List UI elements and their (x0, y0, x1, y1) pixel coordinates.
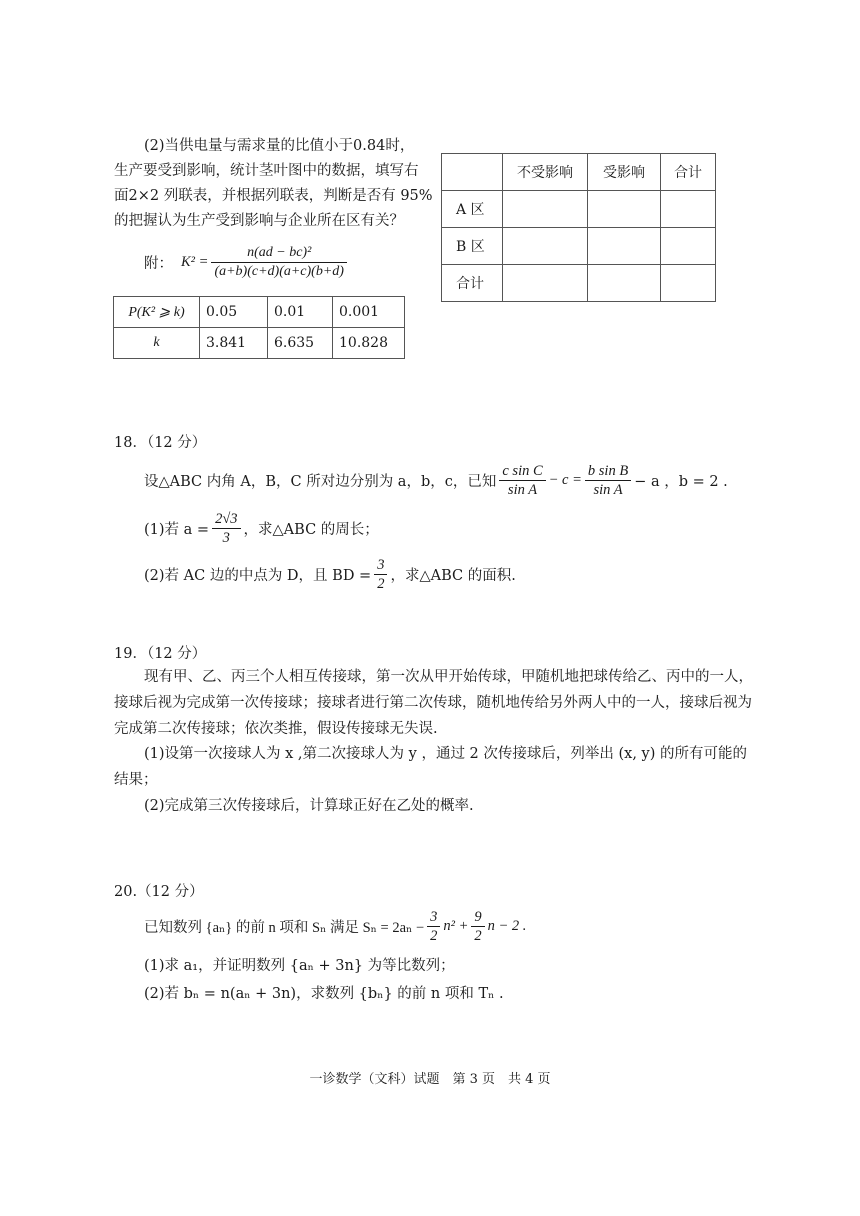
q18-p1-num: 2√3 (212, 510, 240, 529)
formula-numerator: n(ad − bc)² (211, 244, 347, 263)
q20-frac1-den: 2 (430, 927, 438, 944)
part2-line-3: 面2×2 列联表，并根据列联表，判断是否有 95% (114, 188, 433, 204)
q19-part2: (2)完成第三次传接球后，计算球正好在乙处的概率. (144, 798, 474, 814)
q18-part1 (144, 506, 379, 550)
q20-frac1-num: 3 (427, 908, 440, 927)
q20-frac2-num: 9 (471, 908, 484, 927)
q20-intro-text: 已知数列 {aₙ} 的前 n 项和 Sₙ 满足 Sₙ = 2aₙ − (144, 919, 425, 936)
critical-header-cell: 0.05 (200, 297, 268, 328)
contingency-header-affected: 受影响 (588, 154, 661, 191)
contingency-cell (588, 228, 661, 265)
contingency-cell (661, 265, 716, 302)
q18-frac1-num: c sin C (499, 462, 545, 481)
contingency-cell (503, 191, 588, 228)
q19-title: 19．（12 分） (114, 646, 207, 662)
q18-p2-num: 3 (374, 556, 387, 575)
critical-header-cell: 0.01 (268, 297, 333, 328)
q20-part1: (1)求 a₁，并证明数列 {aₙ + 3n} 为等比数列； (144, 958, 455, 974)
appendix-label: 附： (144, 255, 173, 272)
q18-p1-post: ，求△ABC 的周长； (243, 521, 379, 538)
contingency-cell (588, 265, 661, 302)
q18-intro-tail: − a ，b = 2 . (634, 473, 728, 490)
q18-intro (144, 458, 728, 502)
contingency-row-total: 合计 (442, 265, 503, 302)
contingency-cell (503, 265, 588, 302)
contingency-table (441, 153, 716, 302)
q18-intro-text: 设△ABC 内角 A，B，C 所对边分别为 a，b，c，已知 (144, 473, 497, 490)
contingency-cell (661, 228, 716, 265)
q18-frac1-den: sin A (507, 481, 538, 498)
q20-title: 20.（12 分） (114, 884, 204, 900)
q18-frac2-num: b sin B (585, 462, 631, 481)
q18-title: 18．（12 分） (114, 435, 207, 451)
critical-row-k: k (114, 328, 200, 359)
formula-denominator: (a+b)(c+d)(a+c)(b+d) (214, 263, 344, 279)
page-footer: 一诊数学（文科）试题 第 3 页 共 4 页 (309, 1072, 551, 1087)
q18-part2 (144, 552, 516, 596)
part2-line-1: (2)当供电量与需求量的比值小于0.84时， (144, 138, 415, 154)
contingency-header-total: 合计 (661, 154, 716, 191)
q20-part2: (2)若 bₙ = n(aₙ + 3n)，求数列 {bₙ} 的前 n 项和 Tₙ . (144, 986, 504, 1002)
q18-p2-pre: (2)若 AC 边的中点为 D，且 BD = (144, 567, 372, 584)
q18-intro-mid: − c = (548, 471, 582, 488)
q18-frac2-den: sin A (593, 481, 623, 498)
critical-value-table (113, 296, 405, 359)
formula-lhs: K² = (181, 253, 209, 270)
k2-formula (144, 240, 350, 284)
critical-value-cell: 10.828 (333, 328, 405, 359)
critical-header-cell: 0.001 (333, 297, 405, 328)
q20-intro-tail: n − 2 . (487, 917, 527, 934)
q18-p1-den: 3 (222, 529, 230, 546)
critical-header-p: P(K² ⩾ k) (114, 297, 200, 328)
contingency-cell (588, 191, 661, 228)
q19-body: 现有甲、乙、丙三个人相互传接球，第一次从甲开始传球，甲随机地把球传给乙、丙中的一人，接球后视为完成第一次传接球；接球者进行第二次传球，随机地传给另外两人中的一人，接球后视为完成第二次传接球；依次类推，假设传接球无失误. (114, 669, 753, 737)
contingency-cell (661, 191, 716, 228)
contingency-row-a: A 区 (442, 191, 503, 228)
q18-p2-post: ，求△ABC 的面积. (390, 567, 516, 584)
q20-frac2-den: 2 (474, 927, 482, 944)
contingency-row-b: B 区 (442, 228, 503, 265)
part2-line-4: 的把握认为生产受到影响与企业所在区有关？ (114, 213, 404, 229)
contingency-header-empty (442, 154, 503, 191)
q19-part1: (1)设第一次接球人为 x ,第二次接球人为 y ，通过 2 次传接球后，列举出 (x, y) 的所有可能的结果； (114, 746, 748, 788)
part2-line-2: 生产要受到影响，统计茎叶图中的数据，填写右 (114, 163, 419, 179)
q18-p1-pre: (1)若 a = (144, 521, 210, 538)
q20-intro (144, 904, 526, 948)
critical-value-cell: 3.841 (200, 328, 268, 359)
contingency-header-unaffected: 不受影响 (503, 154, 588, 191)
contingency-cell (503, 228, 588, 265)
q18-p2-den: 2 (377, 575, 385, 592)
q20-intro-mid: n² + (443, 917, 469, 934)
critical-value-cell: 6.635 (268, 328, 333, 359)
